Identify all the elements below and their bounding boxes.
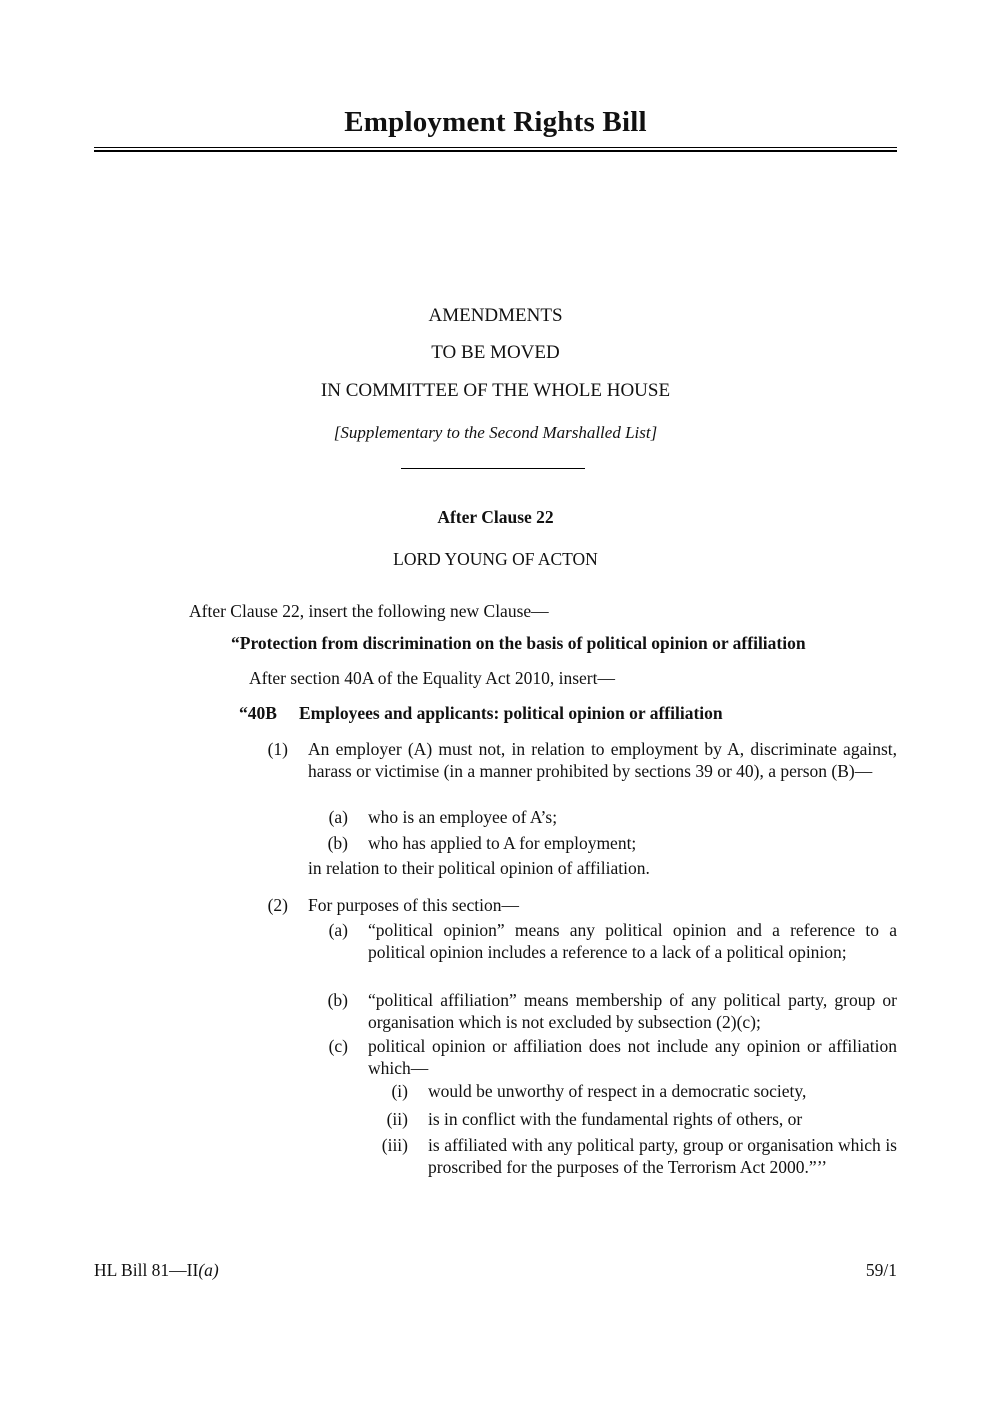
subsection-1-para-a-number: (a) xyxy=(328,807,348,827)
title-rule-thin xyxy=(94,147,897,148)
subsection-2-para-a-number: (a) xyxy=(328,920,348,940)
amendment-instruction: After Clause 22, insert the following new Clause— xyxy=(189,601,549,621)
section-number: “40B xyxy=(239,703,277,723)
title-rule-thick xyxy=(94,150,897,152)
new-clause-intro: After section 40A of the Equality Act 2010, insert— xyxy=(249,668,615,688)
footer-bill-reference: HL Bill 81—II(a) xyxy=(94,1260,219,1280)
document-title: Employment Rights Bill xyxy=(344,106,647,138)
front-matter-subtitle: [Supplementary to the Second Marshalled List] xyxy=(333,423,658,442)
amendment-heading: After Clause 22 xyxy=(437,507,554,527)
subpara-i-number: (i) xyxy=(391,1081,408,1101)
subsection-2-para-c-text: political opinion or affiliation does not include any opinion or affiliation which— xyxy=(368,1036,897,1078)
section-title: Employees and applicants: political opinion or affiliation xyxy=(299,703,723,723)
front-matter-line-3: IN COMMITTEE OF THE WHOLE HOUSE xyxy=(320,380,671,401)
subpara-iii-text: is affiliated with any political party, group or organisation which is proscribed for the purposes of the Terrorism Act 2000.”’’ xyxy=(428,1135,897,1177)
subsection-1-para-a-text: who is an employee of A’s; xyxy=(368,807,558,827)
section-divider xyxy=(401,468,585,469)
subsection-2-para-b-text: “political affiliation” means membership of any political party, group or organisation which is not excluded by subsection (2)(c); xyxy=(368,990,897,1032)
front-matter-line-2: TO BE MOVED xyxy=(431,342,560,363)
amendment-mover: LORD YOUNG OF ACTON xyxy=(393,549,598,569)
subsection-1-text: An employer (A) must not, in relation to employment by A, discriminate against, harass or victimise (in a manner prohibited by sections 39 or 40), a person (B)— xyxy=(308,739,897,781)
subsection-2-para-b-number: (b) xyxy=(327,990,348,1010)
subpara-i-text: would be unworthy of respect in a democratic society, xyxy=(428,1081,807,1101)
subsection-1-number: (1) xyxy=(267,739,288,759)
new-clause-title: “Protection from discrimination on the basis of political opinion or affiliation xyxy=(231,633,806,653)
subsection-1-para-b-number: (b) xyxy=(327,833,348,853)
front-matter-line-1: AMENDMENTS xyxy=(428,305,563,326)
subsection-1-tail: in relation to their political opinion of affiliation. xyxy=(308,858,650,878)
subsection-2-number: (2) xyxy=(267,895,288,915)
subsection-1-para-b-text: who has applied to A for employment; xyxy=(368,833,637,853)
subsection-2-para-c-number: (c) xyxy=(328,1036,348,1056)
subpara-iii-number: (iii) xyxy=(381,1135,408,1155)
footer-page-reference: 59/1 xyxy=(865,1260,897,1280)
subsection-2-para-a-text: “political opinion” means any political opinion and a reference to a political opinion includes a reference to a lack of a political opinion; xyxy=(368,920,897,962)
subsection-2-text: For purposes of this section— xyxy=(308,895,519,915)
subpara-ii-number: (ii) xyxy=(386,1109,408,1129)
subpara-ii-text: is in conflict with the fundamental rights of others, or xyxy=(428,1109,803,1129)
